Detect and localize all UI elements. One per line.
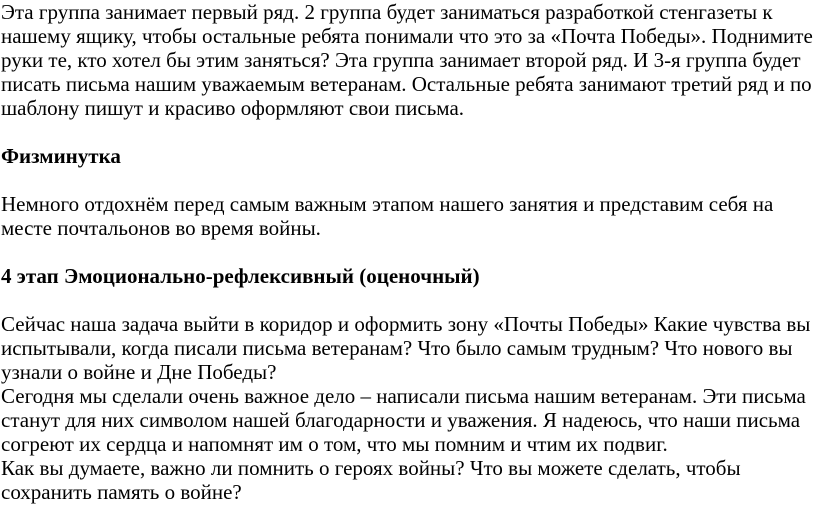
blank-line [1, 240, 813, 264]
paragraph-memory [1, 456, 813, 504]
text-line: писать письма нашим уважаемым ветеранам. Остальные ребята занимают третий ряд и по [1, 72, 812, 96]
paragraph-groups [1, 0, 813, 120]
paragraph-letters [1, 384, 813, 456]
text-line: согреют их сердца и напомнят им о том, что мы помним и чтим их подвиг. [1, 432, 668, 456]
heading-stage4 [1, 264, 813, 288]
heading-text: 4 этап Эмоционально-рефлексивный (оценочный) [1, 264, 480, 288]
document-page [1, 0, 813, 504]
blank-line [1, 120, 813, 144]
blank-line [1, 288, 813, 312]
text-line: сохранить память о войне? [1, 480, 242, 504]
text-line: месте почтальонов во время войны. [1, 216, 321, 240]
blank-line [1, 168, 813, 192]
text-line: Сегодня мы сделали очень важное дело – написали письма нашим ветеранам. Эти письма [1, 384, 806, 408]
text-line: Сейчас наша задача выйти в коридор и оформить зону «Почты Победы» Какие чувства вы [1, 312, 811, 336]
text-line: станут для них символом нашей благодарности и уважения. Я надеюсь, что наши письма [1, 408, 801, 432]
text-line: узнали о войне и Дне Победы? [1, 360, 277, 384]
text-line: руки те, кто хотел бы этим заняться? Эта группа занимает второй ряд. И 3-я группа будет [1, 48, 801, 72]
text-line: Эта группа занимает первый ряд. 2 группа будет заниматься разработкой стенгазеты к [1, 0, 773, 24]
paragraph-rest [1, 192, 813, 240]
paragraph-questions [1, 312, 813, 384]
heading-fizminutka [1, 144, 813, 168]
heading-text: Физминутка [1, 144, 121, 168]
text-line: нашему ящику, чтобы остальные ребята понимали что это за «Почта Победы». Поднимите [1, 24, 813, 48]
text-line: Как вы думаете, важно ли помнить о героях войны? Что вы можете сделать, чтобы [1, 456, 741, 480]
text-line: Немного отдохнём перед самым важным этапом нашего занятия и представим себя на [1, 192, 774, 216]
text-line: шаблону пишут и красиво оформляют свои письма. [1, 96, 465, 120]
text-line: испытывали, когда писали письма ветеранам? Что было самым трудным? Что нового вы [1, 336, 793, 360]
